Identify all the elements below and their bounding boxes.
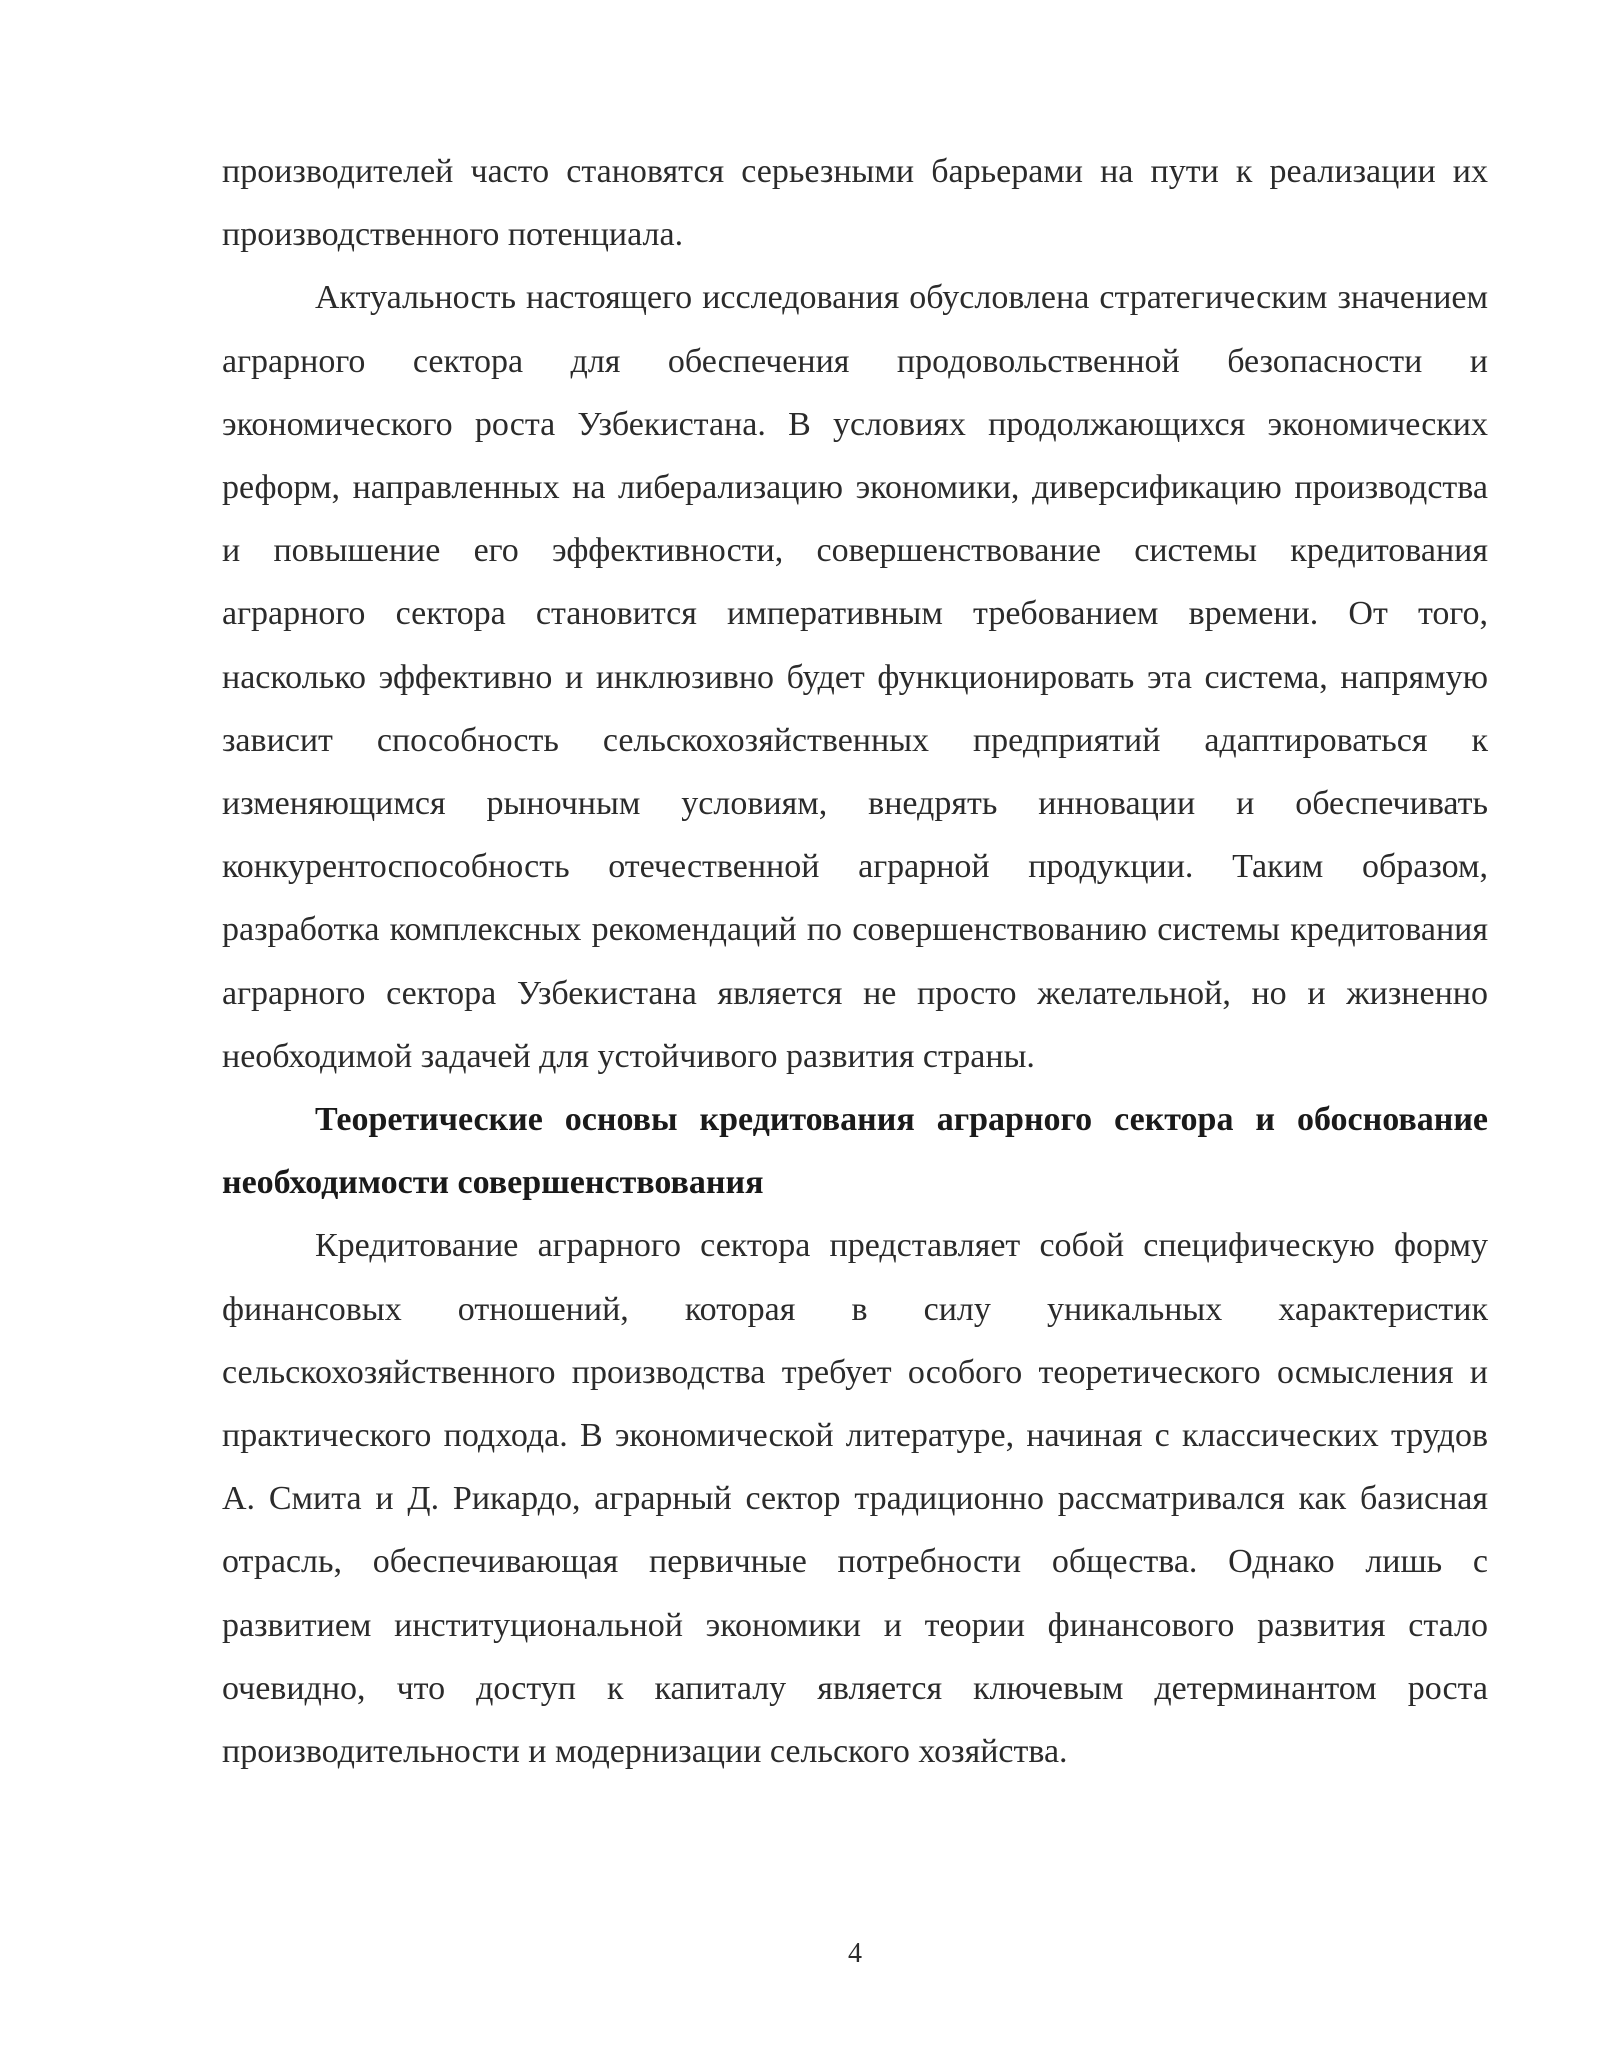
paragraph-theory: Кредитование аграрного сектора представляет собой специфическую форму финансовых отношений, которая в силу уникальных характеристик сельскохозяйственного производства требует особого теоретического осмысления и практического подхода. В экономической литературе, начиная с классических трудов А. Смита и Д. Рикардо, аграрный сектор традиционно рассматривался как базисная отрасль, обеспечивающая первичные потребности общества. Однако лишь с развитием институциональной экономики и теории финансового развития стало очевидно, что доступ к капиталу является ключевым детерминантом роста производительности и модернизации сельского хозяйства.: [222, 1227, 1488, 1771]
paragraph-relevance: Актуальность настоящего исследования обусловлена стратегическим значением аграрного сектора для обеспечения продовольственной безопасности и экономического роста Узбекистана. В условиях продолжающихся экономических реформ, направленных на либерализацию экономики, диверсификацию производства и повышение его эффективности, совершенствование системы кредитования аграрного сектора становится императивным требованием времени. От того, насколько эффективно и инклюзивно будет функционировать эта система, напрямую зависит способность сельскохозяйственных предприятий адаптироваться к изменяющимся рыночным условиям, внедрять инновации и обеспечивать конкурентоспособность отечественной аграрной продукции. Таким образом, разработка комплексных рекомендаций по совершенствованию системы кредитования аграрного сектора Узбекистана является не просто желательной, но и жизненно необходимой задачей для устойчивого развития страны.: [222, 279, 1488, 1075]
page-number: 4: [848, 1938, 862, 1969]
document-page: [222, 140, 1488, 1783]
section-heading: Теоретические основы кредитования аграрного сектора и обоснование необходимости совершенствования: [222, 1101, 1488, 1202]
paragraph-continuation: производителей часто становятся серьезными барьерами на пути к реализации их производственного потенциала.: [222, 153, 1488, 254]
